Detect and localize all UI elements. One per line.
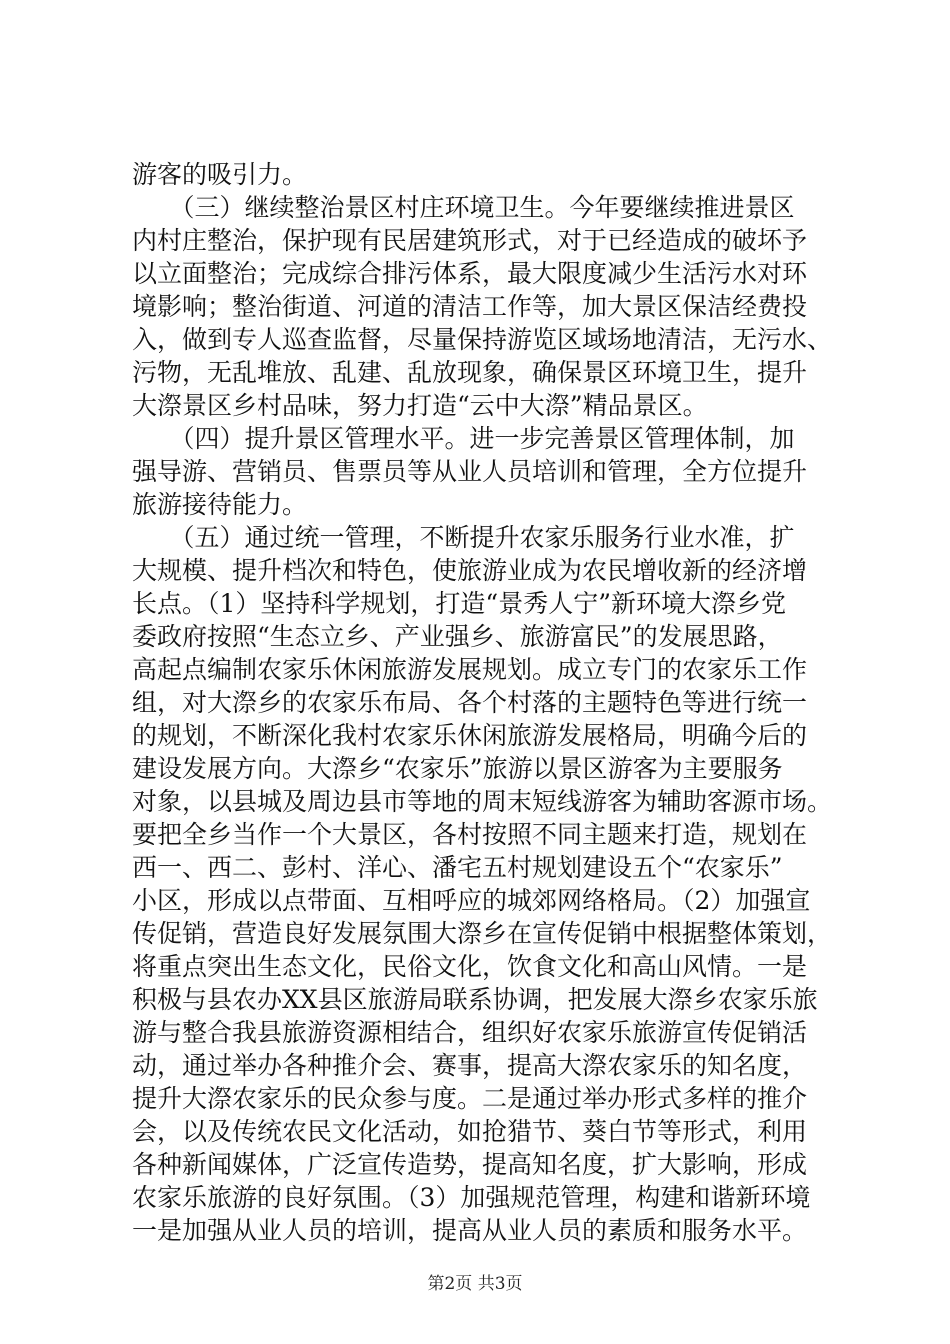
text-line: 一是加强从业人员的培训，提高从业人员的素质和服务水平。 (132, 1216, 808, 1245)
text-line: 强导游、营销员、售票员等从业人员培训和管理，全方位提升 (132, 457, 808, 486)
text-line: （三）继续整治景区村庄环境卫生。今年要继续推进景区 (132, 193, 795, 222)
text-line: 各种新闻媒体，广泛宣传造势，提高知名度，扩大影响，形成 (132, 1150, 808, 1179)
text-line: 高起点编制农家乐休闲旅游发展规划。成立专门的农家乐工作 (132, 655, 808, 684)
document-body (132, 158, 832, 1247)
text-line: 游与整合我县旅游资源相结合，组织好农家乐旅游宣传促销活 (132, 1018, 808, 1047)
text-line: （四）提升景区管理水平。进一步完善景区管理体制，加 (132, 424, 795, 453)
text-line: 入，做到专人巡查监督，尽量保持游览区域场地清洁，无污水、 (132, 325, 833, 354)
text-line: 内村庄整治，保护现有民居建筑形式，对于已经造成的破坏予 (132, 226, 808, 255)
text-line: 组，对大漈乡的农家乐布局、各个村落的主题特色等进行统一 (132, 688, 808, 717)
text-line: 大漈景区乡村品味，努力打造“云中大漈”精品景区。 (132, 391, 708, 420)
text-line: 长点。（1）坚持科学规划，打造“景秀人宁”新环境大漈乡党 (132, 589, 786, 618)
text-line: 以立面整治；完成综合排污体系，最大限度减少生活污水对环 (132, 259, 808, 288)
page-number-footer: 第2页 共3页 (427, 1274, 523, 1294)
text-line: 积极与县农办XX县区旅游局联系协调，把发展大漈乡农家乐旅 (132, 985, 818, 1014)
text-line: 要把全乡当作一个大景区，各村按照不同主题来打造，规划在 (132, 820, 808, 849)
text-line: 境影响；整治街道、河道的清洁工作等，加大景区保洁经费投 (132, 292, 808, 321)
text-line: 农家乐旅游的良好氛围。（3）加强规范管理，构建和谐新环境 (132, 1183, 811, 1212)
text-line: 西一、西二、彭村、洋心、潘宅五村规划建设五个“农家乐” (132, 853, 783, 882)
text-line: 委政府按照“生态立乡、产业强乡、旅游富民”的发展思路， (132, 622, 783, 651)
text-line: 会，以及传统农民文化活动，如抢猎节、葵白节等形式，利用 (132, 1117, 808, 1146)
text-line: 提升大漈农家乐的民众参与度。二是通过举办形式多样的推介 (132, 1084, 808, 1113)
text-line: 动，通过举办各种推介会、赛事，提高大漈农家乐的知名度， (132, 1051, 808, 1080)
text-line: 小区，形成以点带面、互相呼应的城郊网络格局。（2）加强宣 (132, 886, 811, 915)
text-line: （五）通过统一管理，不断提升农家乐服务行业水准，扩 (132, 523, 795, 552)
text-line: 大规模、提升档次和特色，使旅游业成为农民增收新的经济增 (132, 556, 808, 585)
text-line: 建设发展方向。大漈乡“农家乐”旅游以景区游客为主要服务 (132, 754, 783, 783)
text-line: 旅游接待能力。 (132, 490, 308, 519)
text-line: 传促销，营造良好发展氛围大漈乡在宣传促销中根据整体策划， (132, 919, 833, 948)
text-line: 将重点突出生态文化，民俗文化，饮食文化和高山风情。一是 (132, 952, 808, 981)
text-line: 游客的吸引力。 (132, 160, 308, 189)
text-line: 污物，无乱堆放、乱建、乱放现象，确保景区环境卫生，提升 (132, 358, 808, 387)
text-line: 对象，以县城及周边县市等地的周末短线游客为辅助客源市场。 (132, 787, 833, 816)
text-line: 的规划，不断深化我村农家乐休闲旅游发展格局，明确今后的 (132, 721, 808, 750)
